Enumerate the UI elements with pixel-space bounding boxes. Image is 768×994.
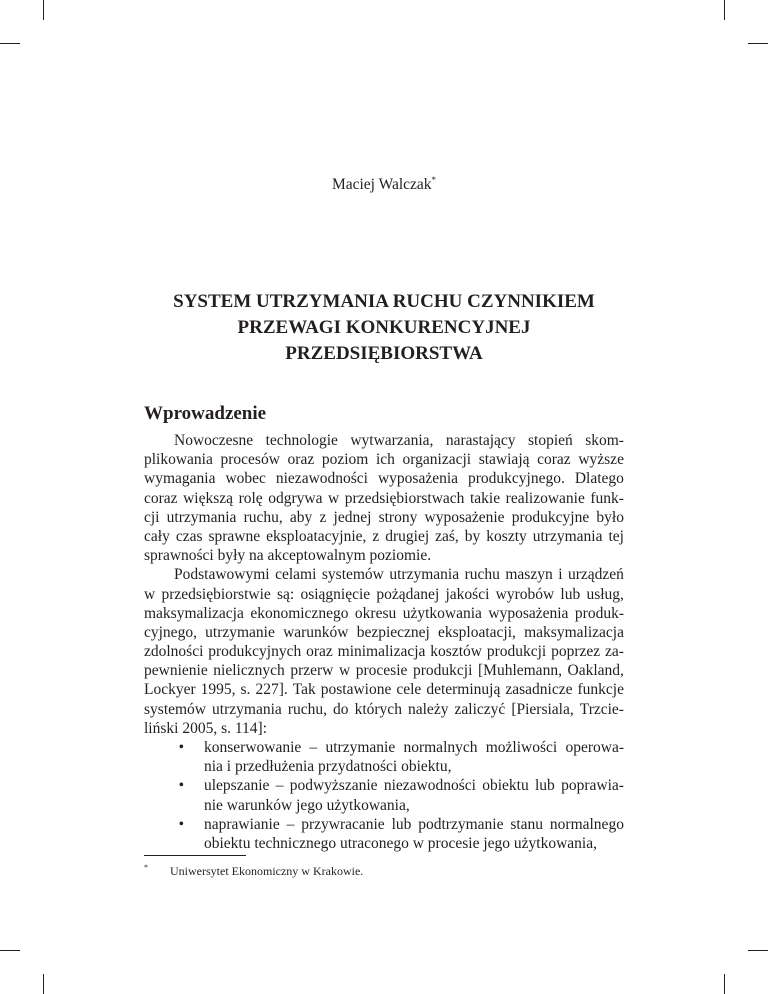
text-line: ulepszanie – podwyższanie niezawodności obiektu lub poprawia- <box>204 777 624 795</box>
section-heading: Wprowadzenie <box>144 403 267 424</box>
footnote-divider <box>144 855 246 856</box>
text-line: cały czas sprawne eksploatacyjnie, z drugiej zaś, by koszty utrzymania tej <box>144 527 624 545</box>
text-line: pewnienie nielicznych przerw w procesie produkcji [Muhlemann, Oakland, <box>144 662 624 680</box>
text-line: wymagania wobec niezawodności wyposażenia produkcyjnego. Dlatego <box>144 470 624 488</box>
text-line: cji utrzymania ruchu, aby z jednej strony wyposażenie produkcyjne było <box>144 508 624 526</box>
crop-mark-bottom-right-h <box>748 950 768 951</box>
title-line: SYSTEM UTRZYMANIA RUCHU CZYNNIKIEM <box>173 291 595 312</box>
text-line: plikowania procesów oraz poziom ich organizacji stawiają coraz wyższe <box>144 451 624 469</box>
text-line: cyjnego, utrzymanie warunków bezpiecznej eksploatacji, maksymalizacja <box>144 623 624 641</box>
text-line: obiektu technicznego utraconego w procesie jego użytkowania, <box>204 834 597 852</box>
text-line: naprawianie – przywracanie lub podtrzymanie stanu normalnego <box>204 815 624 833</box>
footnote-text: Uniwersytet Ekonomiczny w Krakowie. <box>170 864 364 878</box>
text-line: w przedsiębiorstwie są: osiągnięcie pożądanej jakości wyrobów lub usług, <box>144 585 624 603</box>
paper-title <box>100 289 668 367</box>
crop-mark-top-left-h <box>0 43 20 44</box>
paragraph-1 <box>144 431 624 565</box>
footnote <box>144 864 363 879</box>
author-name: Maciej Walczak <box>331 176 432 193</box>
text-line: Nowoczesne technologie wytwarzania, narastający stopień skom- <box>174 432 624 449</box>
crop-mark-bottom-right-v <box>724 974 725 994</box>
text-line: systemów utrzymania ruchu, do których należy zaliczyć [Piersiala, Trzcie- <box>144 700 624 718</box>
crop-mark-top-right-v <box>724 0 725 20</box>
text-line: Podstawowymi celami systemów utrzymania ruchu maszyn i urządzeń <box>174 566 624 584</box>
text-line: maksymalizacja ekonomicznego okresu użytkowania wyposażenia produk- <box>144 604 624 622</box>
bullet-list <box>144 738 624 853</box>
bullet-icon: • <box>178 777 184 795</box>
author <box>0 176 768 194</box>
text-line: nie warunków jego użytkowania, <box>204 796 410 814</box>
list-item <box>144 815 624 853</box>
crop-mark-bottom-left-h <box>0 950 20 951</box>
bullet-icon: • <box>178 815 184 833</box>
text-line: liński 2005, s. 114]: <box>144 719 268 737</box>
footnote-mark: * <box>144 863 148 872</box>
crop-mark-bottom-left-v <box>43 974 44 994</box>
bullet-icon: • <box>178 739 184 756</box>
text-line: nia i przedłużenia przydatności obiektu, <box>204 758 452 776</box>
list-item <box>144 738 624 776</box>
list-item <box>144 776 624 814</box>
title-line: PRZEWAGI KONKURENCYJNEJ <box>237 317 531 338</box>
author-footnote-mark: * <box>431 174 437 185</box>
title-line: PRZEDSIĘBIORSTWA <box>285 343 483 364</box>
text-line: coraz większą rolę odgrywa w przedsiębiorstwach takie realizowanie funk- <box>144 489 624 507</box>
body-text <box>144 431 624 853</box>
text-line: zdolności produkcyjnych oraz minimalizacja kosztów produkcji poprzez za- <box>144 643 624 661</box>
crop-mark-top-right-h <box>748 43 768 44</box>
crop-mark-top-left-v <box>43 0 44 20</box>
text-line: konserwowanie – utrzymanie normalnych możliwości operowa- <box>204 739 624 756</box>
paragraph-2 <box>144 565 624 738</box>
text-line: Lockyer 1995, s. 227]. Tak postawione cele determinują zasadnicze funkcje <box>144 681 624 699</box>
text-line: sprawności były na akceptowalnym poziomie. <box>144 547 432 565</box>
